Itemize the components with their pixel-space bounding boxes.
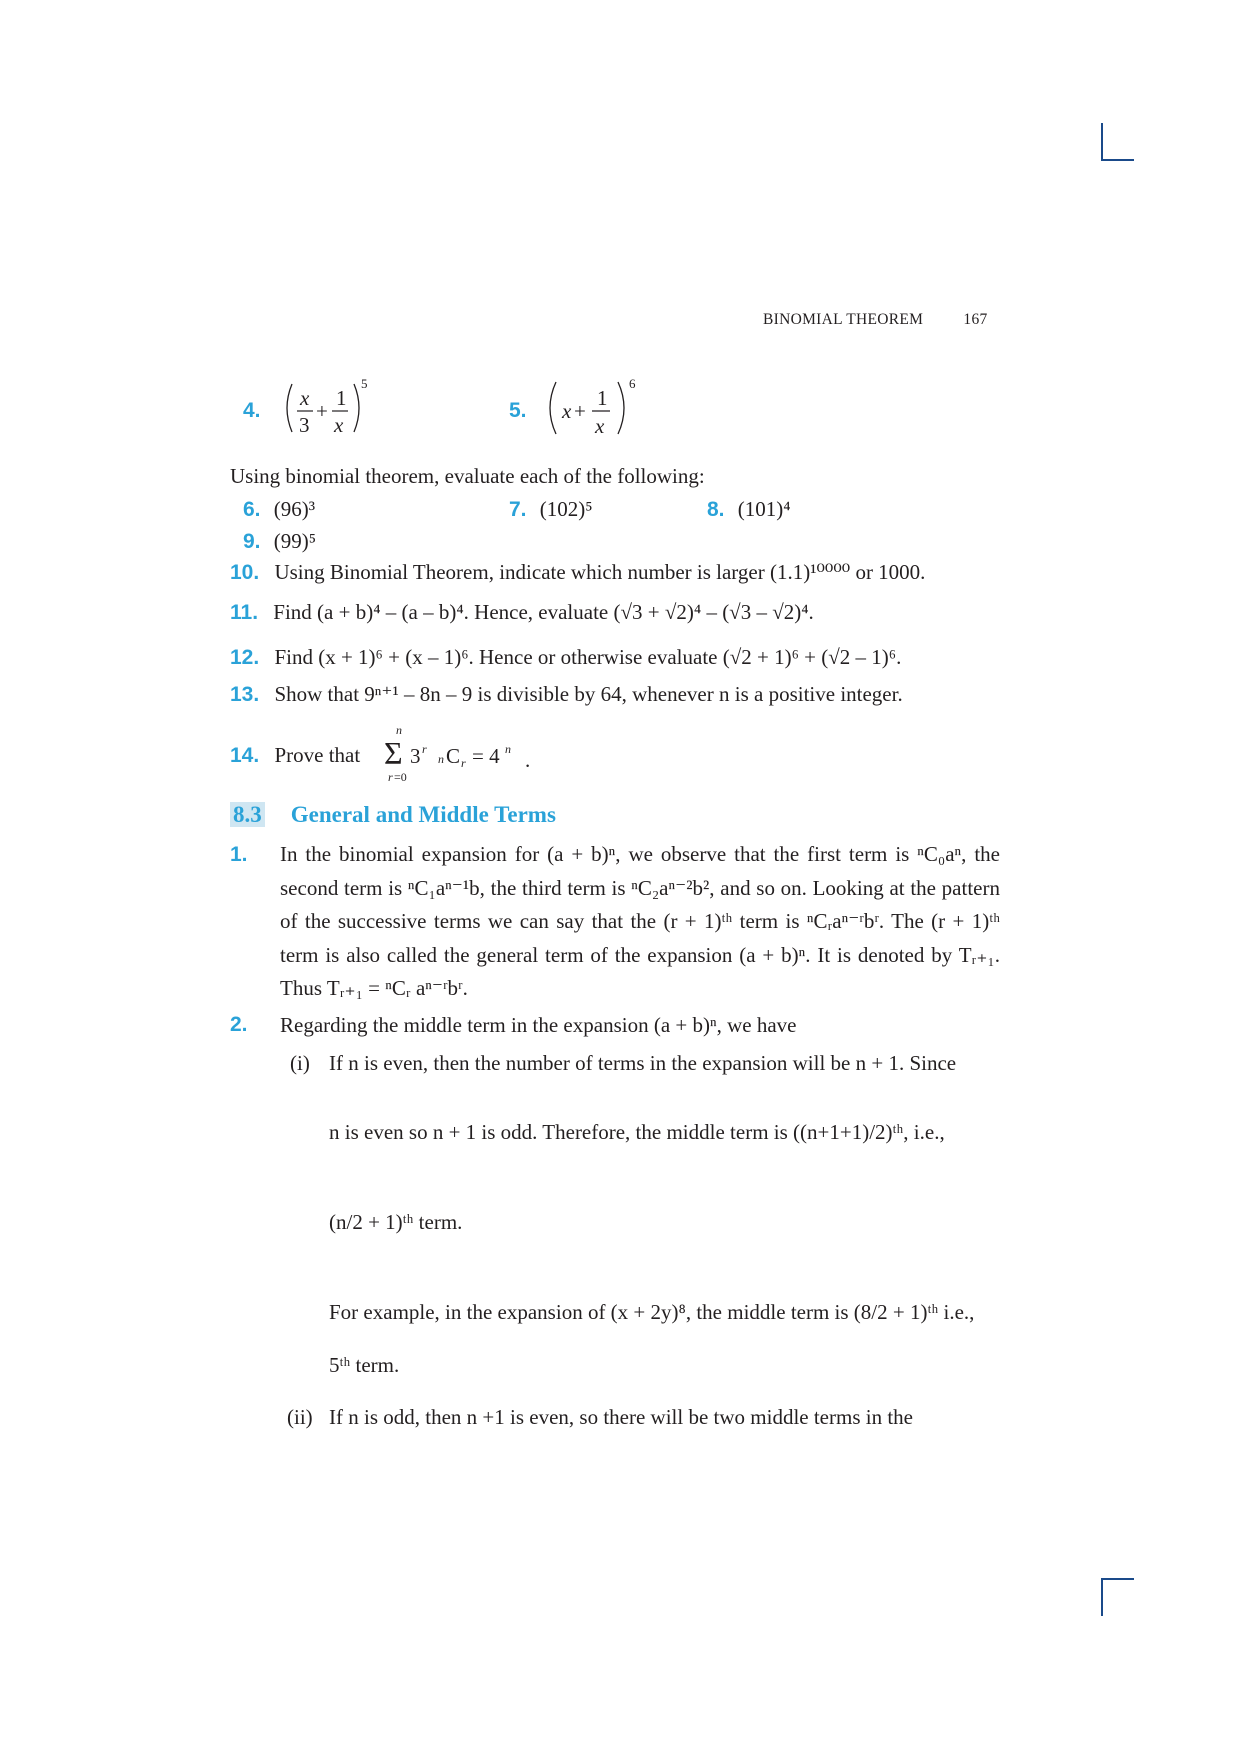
section-heading bbox=[230, 802, 556, 828]
svg-text:x: x bbox=[595, 414, 605, 438]
page-number: 167 bbox=[963, 311, 988, 328]
crop-mark-bottom-right-vertical bbox=[1101, 1578, 1103, 1616]
section-title: General and Middle Terms bbox=[290, 802, 556, 827]
svg-text:x: x bbox=[334, 413, 344, 437]
svg-text:x: x bbox=[562, 399, 572, 423]
case-i-example: For example, in the expansion of (x + 2y)⁸, the middle term is (8/2 + 1)ᵗʰ i.e., bbox=[329, 1300, 975, 1324]
crop-mark-top-right-horizontal bbox=[1101, 159, 1134, 161]
exercise-11: 11. Find (a + b)⁴ – (a – b)⁴. Hence, evaluate (√3 + √2)⁴ – (√3 – √2)⁴. bbox=[230, 600, 814, 624]
evaluate-item-8: 8. (101)⁴ bbox=[707, 497, 791, 521]
point-number: 1. bbox=[230, 843, 248, 866]
svg-text:r: r bbox=[388, 770, 393, 784]
svg-text:6: 6 bbox=[629, 376, 636, 391]
case-i-label: (i) bbox=[290, 1051, 310, 1075]
evaluate-item-9: 9. (99)⁵ bbox=[243, 529, 317, 553]
case-i-line-1: If n is even, then the number of terms in the expansion will be n + 1. Since bbox=[329, 1051, 957, 1075]
evaluate-item-6: 6. (96)³ bbox=[243, 497, 316, 521]
exercise-13: 13. Show that 9ⁿ⁺¹ – 8n – 9 is divisible by 64, whenever n is a positive integer. bbox=[230, 682, 903, 706]
exercise-14-summation bbox=[382, 722, 542, 786]
exercise-12: 12. Find (x + 1)⁶ + (x – 1)⁶. Hence or otherwise evaluate (√2 + 1)⁶ + (√2 – 1)⁶. bbox=[230, 645, 902, 669]
svg-text:.: . bbox=[525, 748, 531, 772]
svg-text:3: 3 bbox=[410, 744, 421, 768]
exercise-10: 10. Using Binomial Theorem, indicate which number is larger (1.1)¹⁰⁰⁰⁰ or 1000. bbox=[230, 560, 926, 584]
chapter-title: BINOMIAL THEOREM bbox=[763, 311, 924, 328]
case-i-line-2: n is even so n + 1 is odd. Therefore, the middle term is ((n+1+1)/2)ᵗʰ, i.e., bbox=[329, 1120, 945, 1144]
svg-text:1: 1 bbox=[336, 386, 347, 410]
point-2-text: Regarding the middle term in the expansion (a + b)ⁿ, we have bbox=[280, 1013, 797, 1037]
svg-text:n: n bbox=[505, 742, 511, 756]
crop-mark-bottom-right-horizontal bbox=[1101, 1578, 1134, 1580]
svg-text:Σ: Σ bbox=[384, 735, 403, 771]
evaluate-instruction: Using binomial theorem, evaluate each of the following: bbox=[230, 464, 705, 488]
svg-text:= 4: = 4 bbox=[472, 744, 500, 768]
svg-text:n: n bbox=[438, 752, 444, 766]
svg-text:r: r bbox=[461, 756, 466, 770]
svg-text:5: 5 bbox=[361, 376, 368, 391]
section-number: 8.3 bbox=[230, 802, 265, 827]
case-ii-text: If n is odd, then n +1 is even, so there will be two middle terms in the bbox=[329, 1405, 913, 1429]
point-number: 2. bbox=[230, 1013, 248, 1036]
svg-text:1: 1 bbox=[597, 386, 608, 410]
svg-text:3: 3 bbox=[299, 413, 310, 437]
case-i-line-3: (n/2 + 1)ᵗʰ term. bbox=[329, 1210, 463, 1234]
exercise-number: 4. bbox=[243, 399, 261, 422]
exercise-5-expression bbox=[544, 374, 644, 442]
exercise-number: 5. bbox=[509, 399, 527, 422]
point-1-paragraph: In the binomial expansion for (a + b)ⁿ, we observe that the first term is ⁿC₀aⁿ, the second term is ⁿC₁aⁿ⁻¹b, the third term is ⁿC₂aⁿ⁻²b², and so on. Looking at the pattern of the successive terms we can say that the (r + 1)ᵗʰ term is ⁿCᵣaⁿ⁻ʳbʳ. The (r + 1)ᵗʰ term is also called the general term of the expansion (a + b)ⁿ. It is denoted by Tᵣ₊₁. Thus Tᵣ₊₁ = ⁿCᵣ aⁿ⁻ʳbʳ. bbox=[280, 842, 1000, 1000]
evaluate-item-7: 7. (102)⁵ bbox=[509, 497, 593, 521]
svg-text:+: + bbox=[574, 399, 586, 423]
case-ii-label: (ii) bbox=[287, 1405, 313, 1429]
svg-text:C: C bbox=[446, 744, 461, 768]
svg-text:x: x bbox=[300, 386, 310, 410]
svg-text:r: r bbox=[422, 742, 427, 756]
case-i-example-end: 5ᵗʰ term. bbox=[329, 1353, 400, 1377]
exercise-14: 14. Prove that bbox=[230, 743, 361, 767]
crop-mark-top-right-vertical bbox=[1101, 123, 1103, 161]
exercise-4-expression bbox=[280, 374, 380, 442]
svg-text:n: n bbox=[396, 723, 402, 737]
svg-text:=0: =0 bbox=[394, 770, 407, 784]
running-header bbox=[763, 311, 988, 329]
svg-text:+: + bbox=[316, 399, 328, 423]
